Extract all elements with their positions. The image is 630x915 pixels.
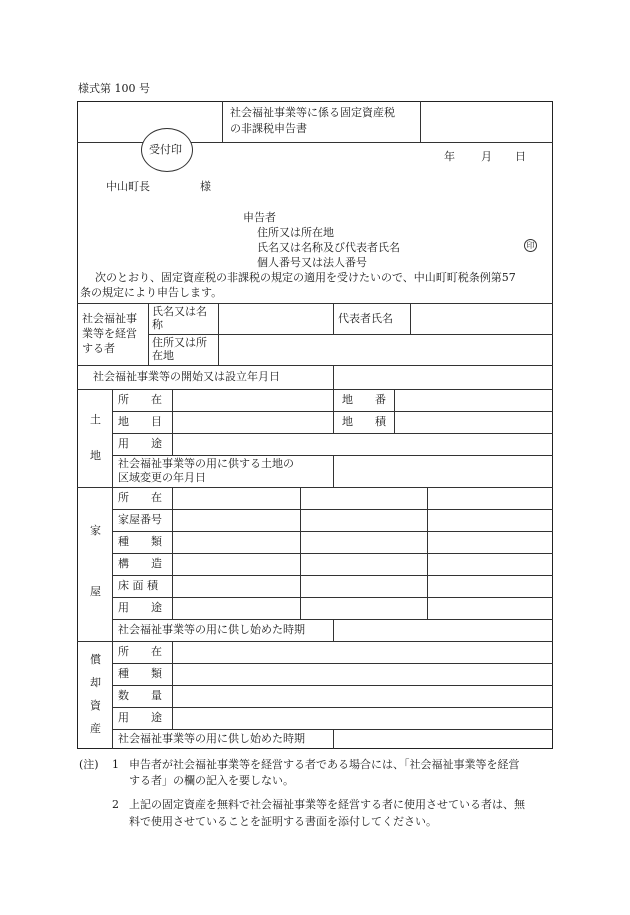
house-use-label: 用 途: [118, 601, 162, 614]
house-location-label: 所 在: [118, 491, 162, 504]
depreciable-section-divider: [112, 641, 113, 749]
operator-address-label-line2: 在地: [152, 349, 174, 362]
operator-bottom-line: [77, 365, 553, 366]
land-change-label-line2: 区域変更の年月日: [118, 471, 206, 484]
depreciable-line-4: [112, 729, 553, 730]
house-section-label-1: 家: [90, 524, 101, 537]
depreciable-line-2: [112, 685, 553, 686]
house-section-label-2: 屋: [90, 585, 101, 598]
title-line2: の非課税申告書: [230, 122, 307, 135]
addressee-honorific: 様: [200, 180, 211, 193]
note-2-number: 2: [112, 798, 119, 811]
land-section-label-2: 地: [90, 449, 101, 462]
land-label-divider: [172, 389, 173, 455]
land-location-label: 所 在: [118, 393, 162, 406]
land-area-label: 地 積: [342, 415, 386, 428]
land-category-label: 地 目: [118, 415, 162, 428]
applicant-name-label: 氏名又は名称及び代表者氏名: [257, 241, 400, 254]
land-section-label-1: 土: [90, 413, 101, 426]
notes-prefix: (注): [79, 758, 99, 771]
depreciable-line-3: [112, 707, 553, 708]
form-number: 様式第 100 号: [78, 82, 150, 95]
note-1-line1: 申告者が社会福祉事業等を経営する者である場合には、「社会福祉事業等を経営: [129, 758, 520, 771]
depreciable-section-label-2: 却: [90, 676, 101, 689]
operator-mid-line: [148, 334, 553, 335]
seal-mark: 印: [524, 239, 537, 252]
land-change-divider: [333, 455, 334, 487]
note-2-line2: 料で使用させていることを証明する書面を添付してください。: [129, 815, 437, 828]
depreciable-start-divider: [333, 729, 334, 749]
depreciable-section-label-3: 資: [90, 699, 101, 712]
land-top-line: [77, 389, 553, 390]
start-date-divider: [333, 365, 334, 389]
depreciable-section-label-4: 産: [90, 722, 101, 735]
operator-label-line2: 業等を経営: [82, 327, 137, 340]
declaration-line2: 条の規定により申告します。: [80, 286, 223, 299]
start-date-label: 社会福祉事業等の開始又は設立年月日: [93, 370, 280, 383]
addressee-name: 中山町長: [106, 180, 150, 193]
house-section-divider: [112, 487, 113, 641]
house-line-6: [112, 619, 553, 620]
operator-label-line3: する者: [82, 342, 115, 355]
operator-rep-divider-left: [333, 303, 334, 334]
declaration-line1: 次のとおり、固定資産税の非課税の規定の適用を受けたいので、中山町町税条例第57: [95, 271, 516, 284]
house-structure-label: 構 造: [118, 557, 162, 570]
operator-address-label-line1: 住所又は所: [152, 336, 207, 349]
title-line1: 社会福祉事業等に係る固定資産税: [230, 106, 395, 119]
land-line-3: [112, 455, 553, 456]
depreciable-location-label: 所 在: [118, 645, 162, 658]
house-type-label: 種 類: [118, 535, 162, 548]
depreciable-start-use-label: 社会福祉事業等の用に供し始めた時期: [118, 732, 305, 745]
depreciable-section-label-1: 償: [90, 653, 101, 666]
note-2-line1: 上記の固定資産を無料で社会福祉事業等を経営する者に使用させている者は、無: [129, 798, 525, 811]
house-floor-area-label: 床 面 積: [118, 579, 158, 592]
house-top-line: [77, 487, 553, 488]
operator-name-label-line2: 称: [152, 318, 163, 331]
note-1-number: 1: [112, 758, 119, 771]
operator-rep-divider-right: [410, 303, 411, 334]
depreciable-quantity-label: 数 量: [118, 689, 162, 702]
date-day-label: 日: [515, 150, 526, 163]
date-month-label: 月: [481, 150, 492, 163]
land-change-label-line1: 社会福祉事業等の用に供する土地の: [118, 457, 294, 470]
house-start-use-label: 社会福祉事業等の用に供し始めた時期: [118, 623, 305, 636]
house-line-4: [112, 575, 553, 576]
house-number-label: 家屋番号: [118, 513, 162, 526]
depreciable-top-line: [77, 641, 553, 642]
date-year-label: 年: [444, 150, 455, 163]
applicant-label: 申告者: [243, 211, 276, 224]
depreciable-type-label: 種 類: [118, 667, 162, 680]
operator-name-label-line1: 氏名又は名: [152, 305, 207, 318]
depreciable-use-label: 用 途: [118, 711, 162, 724]
land-line-2: [112, 433, 553, 434]
note-1-line2: する者」の欄の記入を要しない。: [129, 774, 294, 787]
land-line-1: [112, 411, 553, 412]
title-box-left-border: [222, 101, 223, 142]
operator-label-line1: 社会福祉事: [82, 312, 137, 325]
operator-rep-label: 代表者氏名: [338, 312, 393, 325]
applicant-id-label: 個人番号又は法人番号: [257, 256, 367, 269]
title-box-right-border: [420, 101, 421, 142]
house-line-1: [112, 509, 553, 510]
house-line-5: [112, 597, 553, 598]
land-use-label: 用 途: [118, 437, 162, 450]
receipt-stamp-label: 受付印: [149, 143, 182, 156]
applicant-address-label: 住所又は所在地: [257, 226, 334, 239]
house-line-2: [112, 531, 553, 532]
land-lot-number-label: 地 番: [342, 393, 386, 406]
house-line-3: [112, 553, 553, 554]
depreciable-line-1: [112, 663, 553, 664]
land-section-divider: [112, 389, 113, 487]
house-start-divider: [333, 619, 334, 641]
